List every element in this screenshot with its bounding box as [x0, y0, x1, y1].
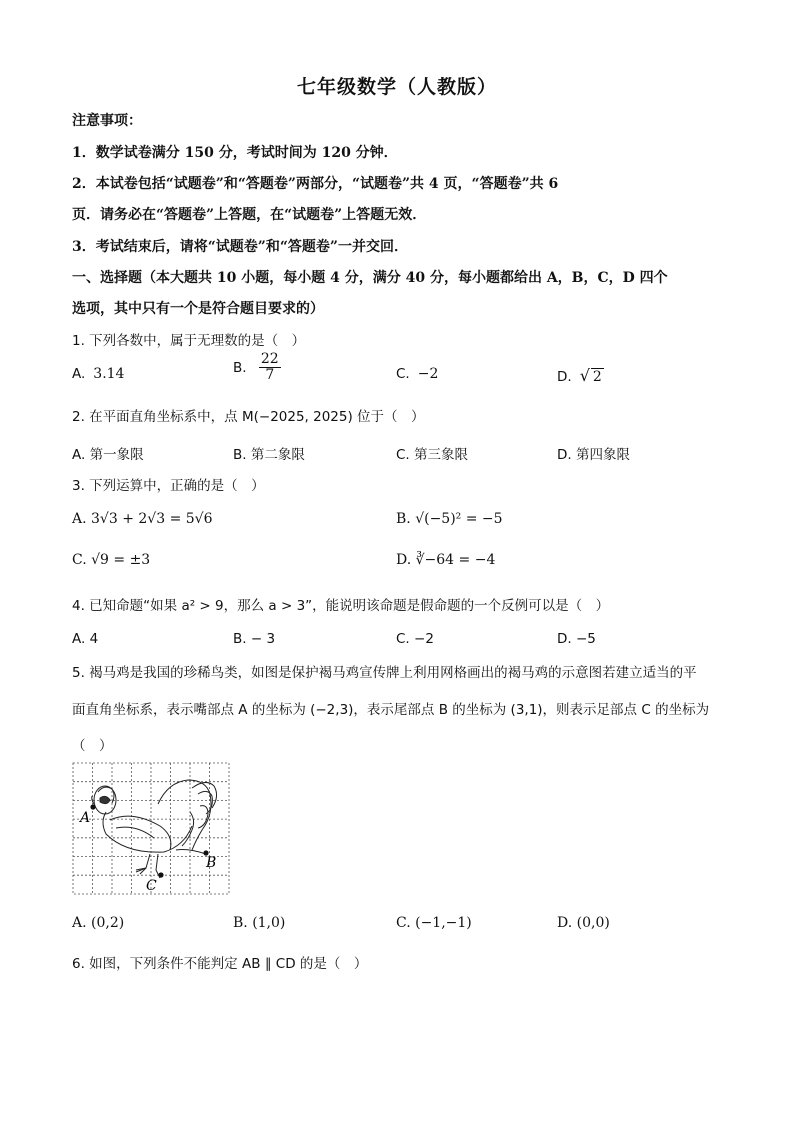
option-label: C.: [396, 366, 410, 382]
question-4-stem: 4. 已知命题“如果 a² > 9，那么 a > 3”，能说明该命题是假命题的一个反例可以是（ ）: [72, 598, 610, 614]
q4-option-a: A. 4: [72, 631, 99, 647]
fraction: [259, 352, 281, 384]
notice-item-3: 3．考试结束后，请将“试题卷”和“答题卷”一并交回．: [72, 239, 408, 255]
radicand: 2: [592, 369, 602, 385]
q1-option-b: [233, 352, 281, 384]
radical-sign: √: [579, 366, 590, 385]
notice-item-1: 1．数学试卷满分 150 分，考试时间为 120 分钟．: [72, 145, 398, 161]
q5-option-d: D. (0,0): [557, 915, 610, 931]
q5-option-c: C. (−1,−1): [396, 915, 472, 931]
q3-option-b: B. √(−5)² = −5: [396, 511, 503, 527]
q3-option-d: D. ∛−64 = −4: [396, 552, 496, 568]
q3-option-a: A. 3√3 + 2√3 = 5√6: [72, 511, 213, 527]
page-title: 七年级数学（人教版）: [296, 76, 497, 98]
question-1-stem: 1. 下列各数中，属于无理数的是（ ）: [72, 333, 306, 349]
question-5-line3: （ ）: [72, 738, 113, 754]
q4-option-c: C. −2: [396, 631, 434, 647]
point-c-marker: [158, 872, 163, 877]
q5-option-a: A. (0,2): [72, 915, 125, 931]
point-a-label: A: [80, 810, 91, 826]
option-value: −2: [417, 366, 439, 382]
q1-option-c: [396, 366, 438, 382]
fraction-numerator: 22: [260, 351, 279, 367]
q3-option-c: C. √9 = ±3: [72, 552, 151, 568]
point-a-marker: [90, 804, 95, 809]
question-2-stem: 2. 在平面直角坐标系中，点 M(−2025, 2025) 位于（ ）: [72, 409, 425, 425]
q5-option-b: B. (1,0): [233, 915, 286, 931]
grid-figure-svg: [72, 762, 232, 900]
option-label: A.: [72, 366, 86, 382]
point-b-label: B: [206, 855, 217, 871]
pheasant-drawing: [92, 780, 217, 878]
fraction-denominator: 7: [265, 367, 275, 384]
q2-option-b: B. 第二象限: [233, 447, 305, 463]
question-5-line2: 面直角坐标系，表示嘴部点 A 的坐标为 (−2,3)，表示尾部点 B 的坐标为 (3,1)，则表示足部点 C 的坐标为: [72, 702, 710, 718]
question-6-stem: 6. 如图，下列条件不能判定 AB ∥ CD 的是（ ）: [72, 956, 368, 972]
notice-item-2b: 页．请务必在“答题卷”上答题，在“试题卷”上答题无效．: [72, 207, 427, 223]
option-label: B.: [233, 359, 247, 376]
q1-option-d: [557, 366, 604, 385]
question-5-line1: 5. 褐马鸡是我国的珍稀鸟类，如图是保护褐马鸡宣传牌上利用网格画出的褐马鸡的示意图若建立适当的平: [72, 665, 697, 681]
notice-heading: 注意事项：: [72, 113, 142, 129]
q4-option-d: D. −5: [557, 631, 596, 647]
question-3-stem: 3. 下列运算中，正确的是（ ）: [72, 478, 265, 494]
option-value: 3.14: [93, 366, 125, 382]
q1-option-a: [72, 366, 124, 382]
q2-option-c: C. 第三象限: [396, 447, 469, 463]
q2-option-a: A. 第一象限: [72, 447, 144, 463]
point-c-label: C: [146, 878, 157, 894]
section-heading-line1: 一、选择题（本大题共 10 小题，每小题 4 分，满分 40 分，每小题都给出 A，B，C，D 四个: [72, 270, 668, 286]
option-label: D.: [557, 369, 572, 385]
section-heading-line2: 选项，其中只有一个是符合题目要求的）: [72, 301, 324, 317]
brown-eared-pheasant-grid-figure: [72, 762, 232, 900]
notice-item-2a: 2．本试卷包括“试题卷”和“答题卷”两部分，“试题卷”共 4 页，“答题卷”共 6: [72, 176, 559, 192]
q2-option-d: D. 第四象限: [557, 447, 630, 463]
q4-option-b: B. − 3: [233, 631, 276, 647]
